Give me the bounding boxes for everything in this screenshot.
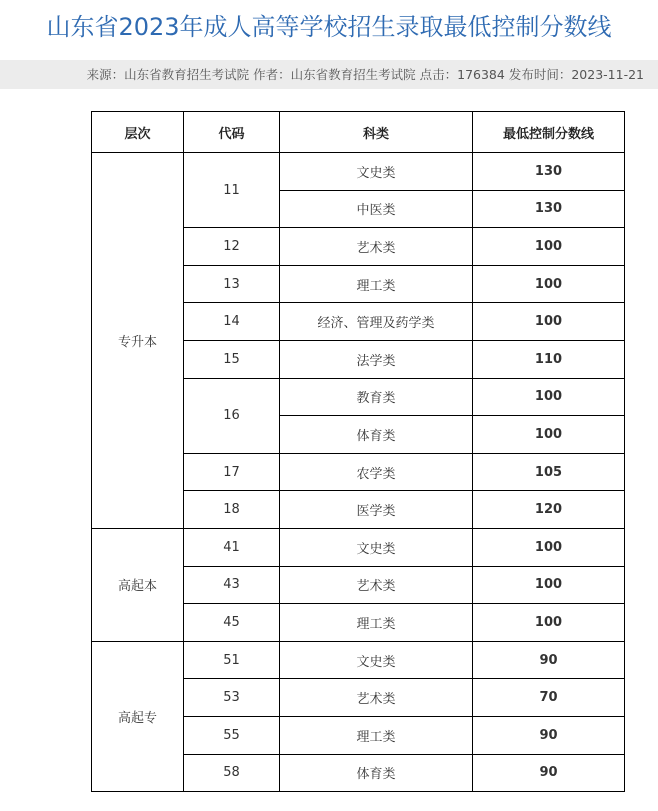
min-score-cell: 90 bbox=[473, 716, 625, 754]
subject-cell: 体育类 bbox=[280, 754, 473, 792]
min-score-cell: 100 bbox=[473, 604, 625, 642]
level-cell: 专升本 bbox=[92, 153, 184, 529]
code-cell: 58 bbox=[184, 754, 280, 792]
min-score-cell: 100 bbox=[473, 378, 625, 416]
min-score-cell: 130 bbox=[473, 190, 625, 228]
code-cell: 45 bbox=[184, 604, 280, 642]
subject-cell: 体育类 bbox=[280, 416, 473, 454]
source-label: 来源： bbox=[86, 67, 125, 82]
level-cell: 高起专 bbox=[92, 641, 184, 791]
code-cell: 41 bbox=[184, 528, 280, 566]
code-cell: 16 bbox=[184, 378, 280, 453]
code-cell: 51 bbox=[184, 641, 280, 679]
author-label: 作者： bbox=[253, 67, 291, 82]
subject-cell: 理工类 bbox=[280, 604, 473, 642]
published-label: 发布时间： bbox=[508, 67, 572, 82]
clicks-value: 176384 bbox=[457, 67, 505, 82]
header-code: 代码 bbox=[184, 112, 280, 153]
min-score-cell: 90 bbox=[473, 641, 625, 679]
min-score-cell: 70 bbox=[473, 679, 625, 717]
score-table bbox=[91, 111, 625, 792]
subject-cell: 文史类 bbox=[280, 153, 473, 191]
min-score-cell: 100 bbox=[473, 416, 625, 454]
table-row bbox=[92, 528, 625, 566]
min-score-cell: 120 bbox=[473, 491, 625, 529]
min-score-cell: 100 bbox=[473, 566, 625, 604]
min-score-cell: 100 bbox=[473, 265, 625, 303]
subject-cell: 理工类 bbox=[280, 265, 473, 303]
code-cell: 15 bbox=[184, 340, 280, 378]
subject-cell: 文史类 bbox=[280, 528, 473, 566]
subject-cell: 艺术类 bbox=[280, 566, 473, 604]
code-cell: 13 bbox=[184, 265, 280, 303]
published-value: 2023-11-21 bbox=[571, 67, 644, 82]
table-body bbox=[92, 153, 625, 792]
table-header-row bbox=[92, 112, 625, 153]
code-cell: 43 bbox=[184, 566, 280, 604]
min-score-cell: 130 bbox=[473, 153, 625, 191]
subject-cell: 艺术类 bbox=[280, 228, 473, 266]
article-meta-bar bbox=[0, 60, 658, 89]
min-score-cell: 100 bbox=[473, 303, 625, 341]
header-subject: 科类 bbox=[280, 112, 473, 153]
subject-cell: 法学类 bbox=[280, 340, 473, 378]
subject-cell: 理工类 bbox=[280, 716, 473, 754]
subject-cell: 中医类 bbox=[280, 190, 473, 228]
subject-cell: 经济、管理及药学类 bbox=[280, 303, 473, 341]
code-cell: 14 bbox=[184, 303, 280, 341]
source-value: 山东省教育招生考试院 bbox=[124, 67, 250, 82]
min-score-cell: 110 bbox=[473, 340, 625, 378]
subject-cell: 文史类 bbox=[280, 641, 473, 679]
page-title: 山东省2023年成人高等学校招生录取最低控制分数线 bbox=[46, 13, 612, 41]
author-value: 山东省教育招生考试院 bbox=[290, 67, 416, 82]
subject-cell: 教育类 bbox=[280, 378, 473, 416]
code-cell: 12 bbox=[184, 228, 280, 266]
min-score-cell: 105 bbox=[473, 453, 625, 491]
clicks-label: 点击： bbox=[419, 67, 458, 82]
header-level: 层次 bbox=[92, 112, 184, 153]
subject-cell: 医学类 bbox=[280, 491, 473, 529]
code-cell: 18 bbox=[184, 491, 280, 529]
subject-cell: 艺术类 bbox=[280, 679, 473, 717]
code-cell: 11 bbox=[184, 153, 280, 228]
min-score-cell: 100 bbox=[473, 528, 625, 566]
code-cell: 53 bbox=[184, 679, 280, 717]
table-row bbox=[92, 641, 625, 679]
min-score-cell: 90 bbox=[473, 754, 625, 792]
min-score-cell: 100 bbox=[473, 228, 625, 266]
subject-cell: 农学类 bbox=[280, 453, 473, 491]
header-min-score: 最低控制分数线 bbox=[473, 112, 625, 153]
level-cell: 高起本 bbox=[92, 528, 184, 641]
code-cell: 55 bbox=[184, 716, 280, 754]
table-row bbox=[92, 153, 625, 191]
code-cell: 17 bbox=[184, 453, 280, 491]
